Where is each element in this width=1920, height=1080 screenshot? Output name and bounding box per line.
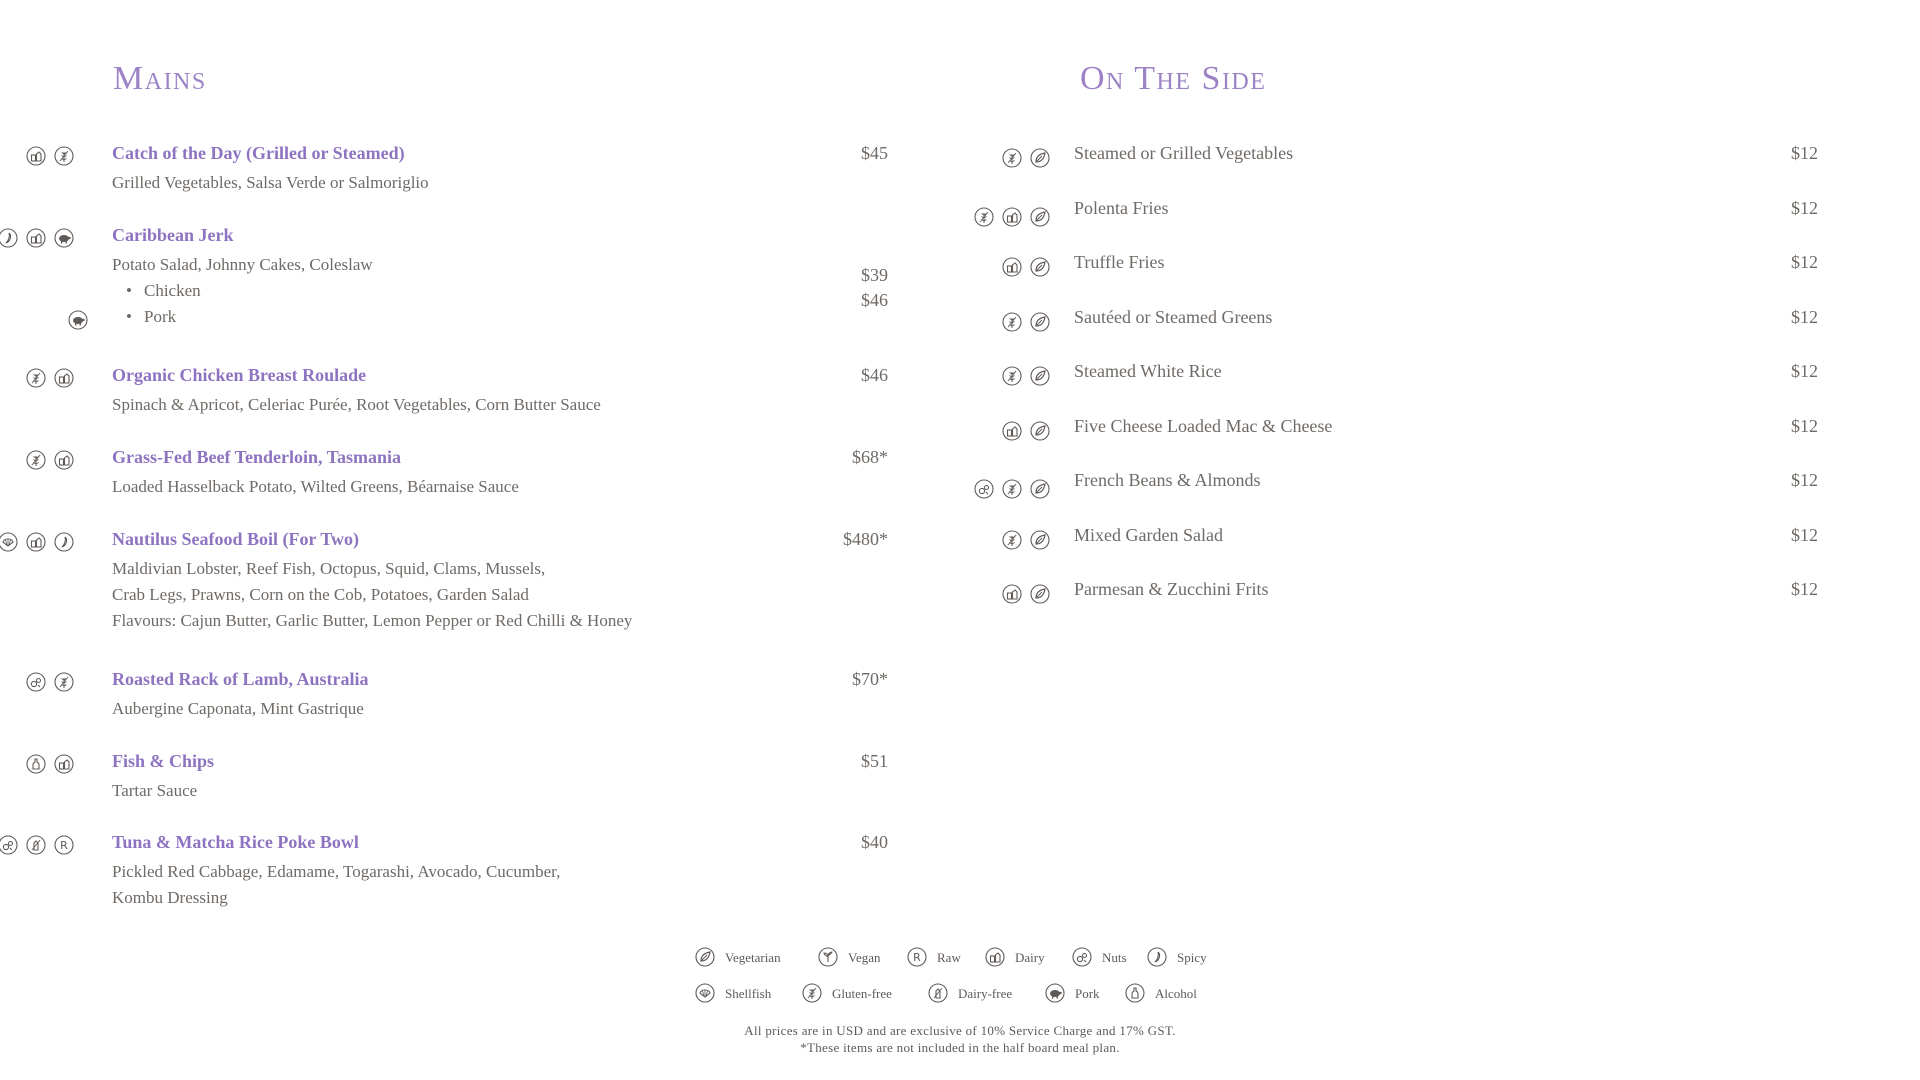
raw-icon <box>54 835 74 855</box>
dairy-free-icon <box>26 835 46 855</box>
main-item-price: $40 <box>861 832 888 852</box>
legend-label: Dairy <box>1015 950 1045 965</box>
main-item-description: Pickled Red Cabbage, Edamame, Togarashi, Avocado, Cucumber, <box>112 862 561 881</box>
spicy-icon <box>0 228 18 248</box>
legend-label: Spicy <box>1177 950 1207 965</box>
side-item-price: $12 <box>1791 524 1818 545</box>
side-item-title: Steamed White Rice <box>1074 361 1222 381</box>
legend-label: Gluten-free <box>832 986 892 1001</box>
footer-meal-plan-note: *These items are not included in the half board meal plan. <box>800 1040 1120 1055</box>
main-item-description: Spinach & Apricot, Celeriac Purée, Root Vegetables, Corn Butter Sauce <box>112 395 601 414</box>
main-item-title: Fish & Chips <box>112 751 215 771</box>
dairy-icon <box>1002 421 1022 441</box>
gluten-free-icon <box>1002 479 1022 499</box>
spicy-icon <box>54 532 74 552</box>
dairy-icon <box>26 532 46 552</box>
main-item-price: $480* <box>843 529 888 549</box>
gluten-free-icon <box>974 207 994 227</box>
vegetarian-icon <box>1030 366 1050 386</box>
mains-heading: Mains <box>113 60 207 97</box>
side-item-price: $12 <box>1791 143 1818 163</box>
main-item-option-price: $46 <box>861 290 888 310</box>
main-item-option-price: $39 <box>861 265 888 285</box>
main-item-price: $45 <box>861 143 888 163</box>
vegetarian-icon <box>1030 530 1050 550</box>
dairy-free-icon <box>928 983 948 1003</box>
side-item-title: Five Cheese Loaded Mac & Cheese <box>1074 415 1333 436</box>
gluten-free-icon <box>54 672 74 692</box>
main-item-option: • Pork <box>144 307 176 327</box>
dairy-icon <box>1002 584 1022 604</box>
sides-heading: On The Side <box>1080 60 1267 97</box>
main-item-description: Tartar Sauce <box>112 781 198 800</box>
gluten-free-icon <box>54 146 74 166</box>
main-item-description: Crab Legs, Prawns, Corn on the Cob, Potatoes, Garden Salad <box>112 585 529 604</box>
svg-text:R: R <box>60 839 68 852</box>
dairy-icon <box>54 450 74 470</box>
alcohol-icon <box>1125 983 1145 1003</box>
main-item-price: $51 <box>861 751 888 771</box>
main-item-option: • Chicken <box>144 281 201 301</box>
side-item-title: Mixed Garden Salad <box>1074 524 1223 545</box>
dairy-icon <box>54 368 74 388</box>
side-item-title: Truffle Fries <box>1074 252 1165 272</box>
alcohol-icon <box>26 754 46 774</box>
gluten-free-icon <box>1002 148 1022 168</box>
side-item-price: $12 <box>1791 197 1818 218</box>
main-item-description: Loaded Hasselback Potato, Wilted Greens, Béarnaise Sauce <box>112 477 519 496</box>
legend-label: Dairy-free <box>958 986 1013 1001</box>
pork-icon <box>54 228 74 248</box>
vegetarian-icon <box>1030 148 1050 168</box>
svg-text:R: R <box>913 951 921 964</box>
nuts-icon <box>26 672 46 692</box>
side-item-title: Sautéed or Steamed Greens <box>1074 306 1273 327</box>
main-item-description: Kombu Dressing <box>112 888 228 907</box>
vegetarian-icon <box>1030 421 1050 441</box>
pork-icon <box>1045 983 1065 1003</box>
spicy-icon <box>1147 947 1167 967</box>
side-item-price: $12 <box>1791 470 1818 490</box>
main-item-description: Aubergine Caponata, Mint Gastrique <box>112 699 364 718</box>
legend-label: Vegetarian <box>725 950 781 965</box>
vegetarian-icon <box>1030 207 1050 227</box>
vegetarian-icon <box>1030 584 1050 604</box>
main-item-description: Maldivian Lobster, Reef Fish, Octopus, Squid, Clams, Mussels, <box>112 559 546 578</box>
side-item-price: $12 <box>1791 579 1818 599</box>
main-item-title: Nautilus Seafood Boil (For Two) <box>112 529 360 549</box>
gluten-free-icon <box>26 368 46 388</box>
dairy-icon <box>1002 207 1022 227</box>
main-item-title: Roasted Rack of Lamb, Australia <box>112 669 369 689</box>
main-item-title: Tuna & Matcha Rice Poke Bowl <box>112 832 359 852</box>
side-item-price: $12 <box>1791 306 1818 327</box>
main-item-title: Grass-Fed Beef Tenderloin, Tasmania <box>112 447 402 467</box>
vegan-icon <box>818 947 838 967</box>
raw-icon <box>907 947 927 967</box>
side-item-price: $12 <box>1791 415 1818 436</box>
vegetarian-icon <box>1030 257 1050 277</box>
pork-icon <box>68 310 88 330</box>
dairy-icon <box>985 947 1005 967</box>
legend-label: Raw <box>937 950 961 965</box>
dairy-icon <box>26 228 46 248</box>
main-item-description: Grilled Vegetables, Salsa Verde or Salmoriglio <box>112 173 429 192</box>
shellfish-icon <box>695 983 715 1003</box>
gluten-free-icon <box>1002 366 1022 386</box>
legend-label: Alcohol <box>1155 986 1197 1001</box>
main-item-title: Organic Chicken Breast Roulade <box>112 365 367 385</box>
dairy-icon <box>54 754 74 774</box>
main-item-price: $70* <box>852 669 888 689</box>
main-item-price: $68* <box>852 447 888 467</box>
main-item-title: Caribbean Jerk <box>112 225 234 245</box>
gluten-free-icon <box>802 983 822 1003</box>
main-item-title: Catch of the Day (Grilled or Steamed) <box>112 143 405 163</box>
side-item-title: Polenta Fries <box>1074 197 1169 218</box>
main-item-price: $46 <box>861 365 888 385</box>
dairy-icon <box>26 146 46 166</box>
nuts-icon <box>1072 947 1092 967</box>
side-item-title: French Beans & Almonds <box>1074 470 1261 490</box>
vegetarian-icon <box>1030 312 1050 332</box>
gluten-free-icon <box>1002 530 1022 550</box>
shellfish-icon <box>0 532 18 552</box>
legend-label: Pork <box>1075 986 1100 1001</box>
side-item-title: Steamed or Grilled Vegetables <box>1074 143 1294 163</box>
footer-price-note: All prices are in USD and are exclusive of 10% Service Charge and 17% GST. <box>744 1023 1176 1038</box>
dairy-icon <box>1002 257 1022 277</box>
legend-label: Vegan <box>848 950 881 965</box>
nuts-icon <box>0 835 18 855</box>
side-item-price: $12 <box>1791 361 1818 381</box>
nuts-icon <box>974 479 994 499</box>
main-item-description: Flavours: Cajun Butter, Garlic Butter, Lemon Pepper or Red Chilli & Honey <box>112 611 633 630</box>
side-item-title: Parmesan & Zucchini Frits <box>1074 579 1269 599</box>
side-item-price: $12 <box>1791 252 1818 272</box>
gluten-free-icon <box>26 450 46 470</box>
vegetarian-icon <box>1030 479 1050 499</box>
vegetarian-icon <box>695 947 715 967</box>
legend-label: Nuts <box>1102 950 1127 965</box>
main-item-description: Potato Salad, Johnny Cakes, Coleslaw <box>112 255 373 274</box>
gluten-free-icon <box>1002 312 1022 332</box>
legend-label: Shellfish <box>725 986 772 1001</box>
